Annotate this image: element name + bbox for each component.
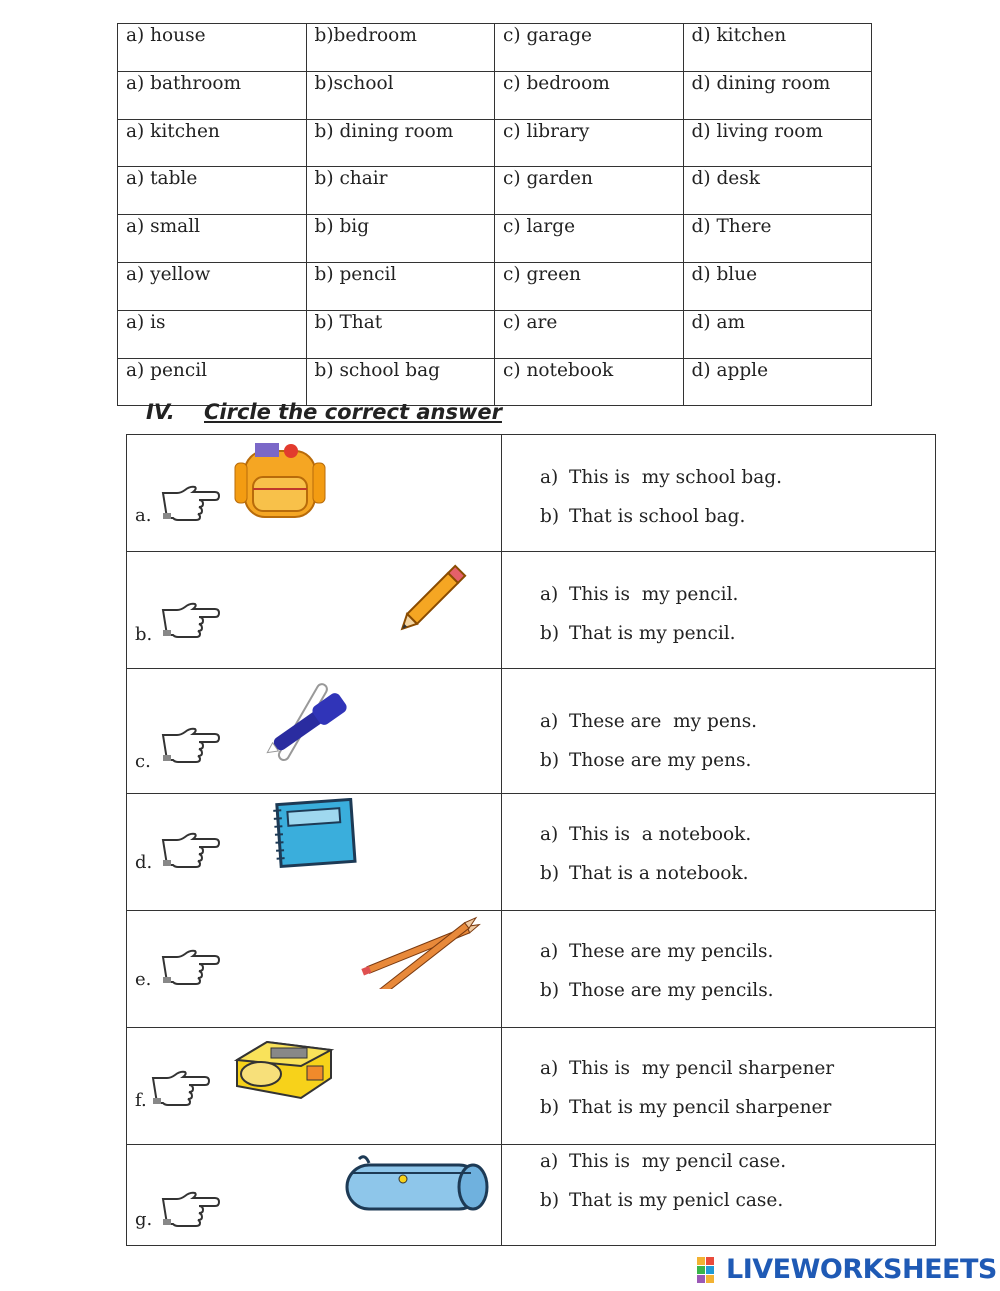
question-picture-cell xyxy=(127,552,502,669)
answer-option[interactable] xyxy=(540,1097,834,1136)
pointing-hand-icon xyxy=(159,1189,223,1233)
brand-name: LIVEWORKSHEETS xyxy=(726,1254,997,1285)
vocab-cell[interactable]: b) pencil xyxy=(306,262,495,310)
vocab-cell[interactable]: d) am xyxy=(683,310,872,358)
question-letter: b. xyxy=(135,624,153,645)
vocab-cell[interactable]: b) chair xyxy=(306,167,495,215)
vocab-cell[interactable]: c) notebook xyxy=(495,358,684,406)
option-text: Those are my pencils. xyxy=(569,980,774,1001)
question-letter: d. xyxy=(135,852,153,873)
question-options-cell xyxy=(502,911,936,1028)
section-heading xyxy=(146,400,502,424)
question-options-cell xyxy=(502,794,936,911)
vocab-cell[interactable]: c) large xyxy=(495,215,684,263)
option-text: That is school bag. xyxy=(569,506,746,527)
vocab-cell[interactable]: d) kitchen xyxy=(683,24,872,72)
answer-option[interactable] xyxy=(540,1190,786,1229)
answer-option[interactable] xyxy=(540,1058,834,1097)
vocab-cell[interactable]: c) are xyxy=(495,310,684,358)
question-picture-cell xyxy=(127,669,502,794)
question-row xyxy=(127,911,936,1028)
vocab-row xyxy=(118,215,872,263)
option-label: b) xyxy=(540,1097,560,1118)
vocab-cell[interactable]: b)bedroom xyxy=(306,24,495,72)
question-options-cell xyxy=(502,669,936,794)
answer-options xyxy=(540,584,738,662)
vocab-row xyxy=(118,262,872,310)
vocab-cell[interactable]: a) kitchen xyxy=(118,119,307,167)
vocab-cell[interactable]: c) garage xyxy=(495,24,684,72)
pencil-picture xyxy=(389,556,479,642)
answer-options xyxy=(540,1151,786,1229)
answer-option[interactable] xyxy=(540,863,751,902)
answer-options xyxy=(540,824,751,902)
vocab-cell[interactable]: d) There xyxy=(683,215,872,263)
vocab-cell[interactable]: d) dining room xyxy=(683,71,872,119)
pencils-picture xyxy=(355,911,489,993)
answer-options xyxy=(540,467,782,545)
answer-option[interactable] xyxy=(540,623,738,662)
vocab-cell[interactable]: a) is xyxy=(118,310,307,358)
question-picture-cell xyxy=(127,911,502,1028)
answer-options xyxy=(540,1058,834,1136)
answer-options xyxy=(540,711,757,789)
question-letter: c. xyxy=(135,751,151,772)
question-row xyxy=(127,1028,936,1145)
section-title: Circle the correct answer xyxy=(204,400,502,424)
vocabulary-table xyxy=(117,23,872,406)
pencil-sharpener-picture xyxy=(231,1036,337,1106)
vocab-cell[interactable]: a) table xyxy=(118,167,307,215)
answer-option[interactable] xyxy=(540,941,774,980)
vocab-row xyxy=(118,167,872,215)
pointing-hand-icon xyxy=(149,1068,213,1112)
liveworksheets-logo xyxy=(697,1254,997,1285)
vocab-cell[interactable]: b) school bag xyxy=(306,358,495,406)
option-label: b) xyxy=(540,863,560,884)
answer-option[interactable] xyxy=(540,467,782,506)
option-text: That is my pencil sharpener xyxy=(569,1097,832,1118)
vocab-cell[interactable]: c) green xyxy=(495,262,684,310)
question-picture-cell xyxy=(127,1145,502,1246)
pens-picture xyxy=(257,669,357,777)
pointing-hand-icon xyxy=(159,483,223,527)
question-picture-cell xyxy=(127,435,502,552)
vocab-cell[interactable]: b)school xyxy=(306,71,495,119)
answer-option[interactable] xyxy=(540,1151,786,1190)
vocab-cell[interactable]: b) big xyxy=(306,215,495,263)
school-bag-picture xyxy=(231,437,327,527)
question-letter: f. xyxy=(135,1090,147,1111)
vocab-cell[interactable]: d) blue xyxy=(683,262,872,310)
pointing-hand-icon xyxy=(159,725,223,769)
question-picture-cell xyxy=(127,794,502,911)
liveworksheets-logo-icon xyxy=(697,1257,723,1283)
answer-option[interactable] xyxy=(540,824,751,863)
vocab-cell[interactable]: a) house xyxy=(118,24,307,72)
question-row xyxy=(127,1145,936,1246)
vocab-cell[interactable]: d) apple xyxy=(683,358,872,406)
section-number: IV. xyxy=(146,400,175,424)
option-text: That is my pencil. xyxy=(569,623,736,644)
option-label: a) xyxy=(540,711,559,732)
option-label: b) xyxy=(540,750,560,771)
vocab-row xyxy=(118,71,872,119)
option-text: That is a notebook. xyxy=(569,863,749,884)
answer-option[interactable] xyxy=(540,980,774,1019)
option-text: These are my pencils. xyxy=(569,941,774,962)
answer-option[interactable] xyxy=(540,506,782,545)
pointing-hand-icon xyxy=(159,600,223,644)
option-label: b) xyxy=(540,623,560,644)
question-row xyxy=(127,552,936,669)
answer-options xyxy=(540,941,774,1019)
pencil-case-picture xyxy=(341,1151,491,1219)
question-options-cell xyxy=(502,435,936,552)
answer-option[interactable] xyxy=(540,584,738,623)
answer-option[interactable] xyxy=(540,711,757,750)
question-letter: a. xyxy=(135,505,152,526)
option-label: a) xyxy=(540,467,559,488)
question-options-cell xyxy=(502,552,936,669)
vocab-cell[interactable]: a) bathroom xyxy=(118,71,307,119)
vocab-cell[interactable]: c) garden xyxy=(495,167,684,215)
vocab-cell[interactable]: d) desk xyxy=(683,167,872,215)
option-label: b) xyxy=(540,980,560,1001)
option-label: b) xyxy=(540,1190,560,1211)
vocab-row xyxy=(118,119,872,167)
option-label: b) xyxy=(540,506,560,527)
vocab-cell[interactable]: b) dining room xyxy=(306,119,495,167)
question-options-cell xyxy=(502,1145,936,1246)
option-label: a) xyxy=(540,941,559,962)
option-text: That is my penicl case. xyxy=(569,1190,784,1211)
vocab-cell[interactable]: d) living room xyxy=(683,119,872,167)
option-text: Those are my pens. xyxy=(569,750,752,771)
question-letter: g. xyxy=(135,1209,153,1230)
answer-option[interactable] xyxy=(540,750,757,789)
option-text: This is my pencil. xyxy=(569,584,739,605)
questions-table xyxy=(126,434,936,1246)
vocab-row xyxy=(118,310,872,358)
vocab-row xyxy=(118,24,872,72)
vocab-row xyxy=(118,358,872,406)
option-label: a) xyxy=(540,824,559,845)
option-text: This is my pencil sharpener xyxy=(569,1058,835,1079)
vocab-cell[interactable]: c) library xyxy=(495,119,684,167)
question-row xyxy=(127,669,936,794)
vocab-cell[interactable]: a) pencil xyxy=(118,358,307,406)
option-label: a) xyxy=(540,584,559,605)
vocab-cell[interactable]: a) small xyxy=(118,215,307,263)
option-text: This is a notebook. xyxy=(569,824,752,845)
vocab-cell[interactable]: a) yellow xyxy=(118,262,307,310)
notebook-picture xyxy=(271,798,359,874)
question-row xyxy=(127,794,936,911)
question-row xyxy=(127,435,936,552)
question-picture-cell xyxy=(127,1028,502,1145)
pointing-hand-icon xyxy=(159,947,223,991)
option-text: This is my pencil case. xyxy=(569,1151,787,1172)
pointing-hand-icon xyxy=(159,830,223,874)
vocab-cell[interactable]: c) bedroom xyxy=(495,71,684,119)
vocab-cell[interactable]: b) That xyxy=(306,310,495,358)
question-options-cell xyxy=(502,1028,936,1145)
question-letter: e. xyxy=(135,969,152,990)
option-text: This is my school bag. xyxy=(569,467,783,488)
option-label: a) xyxy=(540,1058,559,1079)
option-label: a) xyxy=(540,1151,559,1172)
option-text: These are my pens. xyxy=(569,711,758,732)
